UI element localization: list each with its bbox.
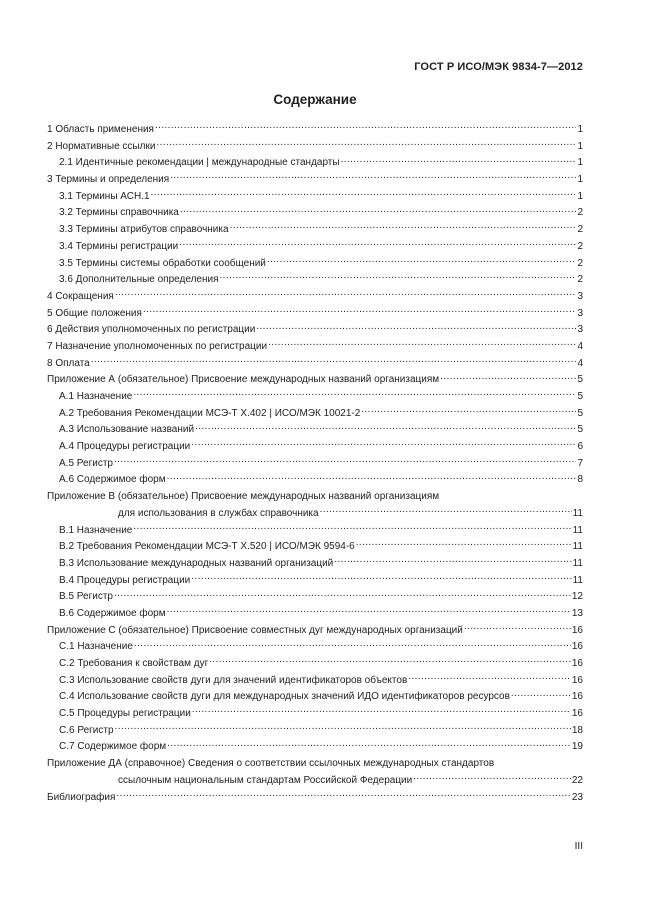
toc-entry-page: 6 xyxy=(577,441,583,453)
toc-leader-dots xyxy=(167,606,571,616)
toc-entry-text: С.4 Использование свойств дуги для международных значений ИДО идентификаторов ресурсов xyxy=(59,691,510,703)
toc-leader-dots xyxy=(341,155,577,165)
toc-entry-text: А.1 Назначение xyxy=(59,391,133,402)
toc-leader-dots xyxy=(115,289,577,299)
toc-entry[interactable] xyxy=(47,706,583,723)
toc-entry[interactable] xyxy=(47,139,583,156)
toc-leader-dots xyxy=(143,306,577,316)
toc-entry-page: 2 xyxy=(577,240,583,252)
toc-entry-page: 13 xyxy=(571,607,583,619)
toc-leader-dots xyxy=(155,122,576,132)
toc-entry-text: Приложение А (обязательное) Присвоение международных названий организациям xyxy=(47,374,440,386)
toc-entry-page: 11 xyxy=(572,574,583,586)
toc-entry-page: 12 xyxy=(571,591,583,603)
toc-leader-dots xyxy=(230,222,577,232)
toc-entry-page: 11 xyxy=(572,524,583,536)
toc-leader-dots xyxy=(133,389,576,399)
toc-main-section xyxy=(47,122,583,489)
toc-leader-dots xyxy=(511,689,571,699)
toc-leader-dots xyxy=(116,790,570,800)
toc-entry-text: С.6 Регистр xyxy=(59,724,114,736)
page-number: III xyxy=(574,841,583,852)
toc-leader-dots xyxy=(191,439,576,449)
toc-leader-dots xyxy=(114,456,576,466)
toc-entry[interactable] xyxy=(47,606,583,623)
toc-leader-dots xyxy=(192,706,571,716)
toc-entry-appendix-b[interactable] xyxy=(47,489,583,522)
toc-entry-text: В.6 Содержимое форм xyxy=(59,607,166,619)
toc-entry[interactable] xyxy=(47,523,583,540)
toc-entry-text: В.3 Использование международных названий организаций xyxy=(59,557,334,569)
toc-entry-page: 1 xyxy=(577,157,583,169)
toc-entry[interactable] xyxy=(47,372,583,389)
toc-entry-text: С.2 Требования к свойствам дуг xyxy=(59,658,209,669)
toc-entry[interactable] xyxy=(47,289,583,306)
document-header: ГОСТ Р ИСО/МЭК 9834-7—2012 xyxy=(414,61,583,73)
toc-entry-page: 2 xyxy=(577,257,583,269)
toc-entry-page: 3 xyxy=(577,290,583,302)
toc-entry-text: А.6 Содержимое форм xyxy=(59,474,166,486)
toc-entry-text: 3.2 Термины справочника xyxy=(59,207,179,219)
toc-entry-text: 1 Область применения xyxy=(47,124,154,135)
toc-entry-text: 3.4 Термины регистрации xyxy=(59,240,179,252)
toc-entry-page: 2 xyxy=(577,207,583,219)
toc-entry-appendix-c[interactable] xyxy=(47,623,583,640)
toc-leader-dots xyxy=(114,589,571,599)
toc-entry-page: 11 xyxy=(572,541,583,553)
toc-entry-text: Приложение ДА (справочное) Сведения о соответствии ссылочных международных стандартов xyxy=(47,758,495,770)
toc-leader-dots xyxy=(167,472,577,482)
toc-leader-dots xyxy=(151,189,577,199)
toc-entry[interactable] xyxy=(47,389,583,406)
toc-leader-dots xyxy=(408,673,571,683)
toc-entry-page: 5 xyxy=(577,391,583,402)
toc-entry[interactable] xyxy=(47,339,583,356)
toc-entry[interactable] xyxy=(47,239,583,256)
toc-entry-page: 3 xyxy=(577,324,583,336)
toc-entry-page: 7 xyxy=(577,457,583,469)
toc-entry-page: 16 xyxy=(571,624,583,636)
toc-entry-page: 11 xyxy=(572,507,583,519)
toc-entry[interactable] xyxy=(47,589,583,606)
toc-leader-dots xyxy=(134,639,571,649)
toc-entry-page: 5 xyxy=(577,407,583,419)
toc-entry[interactable] xyxy=(47,189,583,206)
toc-entry-page: 22 xyxy=(571,774,583,786)
toc-entry[interactable] xyxy=(47,406,583,423)
toc-entry-page: 5 xyxy=(577,424,583,436)
toc-entry-page: 1 xyxy=(577,124,583,135)
toc-entry-text: В.5 Регистр xyxy=(59,591,113,603)
toc-entry-text: 3.3 Термины атрибутов справочника xyxy=(59,224,229,236)
toc-leader-dots xyxy=(133,523,571,533)
toc-entry-text: В.1 Назначение xyxy=(59,524,133,536)
toc-leader-dots xyxy=(156,139,576,149)
toc-leader-dots xyxy=(361,406,576,416)
toc-entry-text: 3.1 Термины АСН.1 xyxy=(59,190,150,202)
toc-entry-page: 4 xyxy=(577,340,583,352)
toc-appendix-b-section xyxy=(47,523,583,623)
toc-entry-page: 16 xyxy=(571,658,583,669)
toc-entry-page: 4 xyxy=(577,357,583,369)
toc-entry-page: 3 xyxy=(577,307,583,319)
toc-entry-text: 7 Назначение уполномоченных по регистрации xyxy=(47,340,268,352)
toc-entry[interactable] xyxy=(47,322,583,339)
toc-entry[interactable] xyxy=(47,422,583,439)
toc-leader-dots xyxy=(179,239,576,249)
toc-entry-text: С.1 Назначение xyxy=(59,641,133,653)
toc-entry-text: 2.1 Идентичные рекомендации | международные стандарты xyxy=(59,157,340,169)
toc-entry[interactable] xyxy=(47,306,583,323)
toc-appendix-c-section xyxy=(47,639,583,756)
toc-entry[interactable] xyxy=(47,472,583,489)
toc-entry-text: С.5 Процедуры регистрации xyxy=(59,708,191,720)
toc-entry-text: С.7 Содержимое форм xyxy=(59,741,167,753)
toc-entry-page: 18 xyxy=(571,724,583,736)
toc-entry-text: ссылочным национальным стандартам Российской Федерации xyxy=(118,774,413,786)
toc-entry-text: Приложение С (обязательное) Присвоение совместных дуг международных организаций xyxy=(47,624,463,636)
toc-entry[interactable] xyxy=(47,689,583,706)
toc-entry-continuation xyxy=(47,773,583,790)
toc-entry-page: 1 xyxy=(577,190,583,202)
toc-entry-text: В.4 Процедуры регистрации xyxy=(59,574,191,586)
toc-entry-text: Библиография xyxy=(47,791,116,803)
toc-entry-appendix-da[interactable] xyxy=(47,756,583,789)
toc-entry-text: А.4 Процедуры регистрации xyxy=(59,441,191,453)
toc-leader-dots xyxy=(268,339,576,349)
toc-entry-text: А.5 Регистр xyxy=(59,457,113,469)
toc-entry-text: 8 Оплата xyxy=(47,357,90,369)
toc-entry-page: 2 xyxy=(577,274,583,286)
toc-entry-page: 23 xyxy=(571,791,583,803)
toc-entry-text: 6 Действия уполномоченных по регистрации xyxy=(47,324,256,336)
toc-leader-dots xyxy=(256,322,576,332)
toc-entry-text: для использования в службах справочника xyxy=(118,507,319,519)
toc-entry-text: 4 Сокращения xyxy=(47,290,114,302)
toc-entry-continuation xyxy=(47,506,583,523)
toc-entry[interactable] xyxy=(47,272,583,289)
toc-entry-text: 3.5 Термины системы обработки сообщений xyxy=(59,257,266,269)
toc-entry[interactable] xyxy=(47,256,583,273)
toc-entry-text: А.3 Использование названий xyxy=(59,424,195,436)
page-title: Содержание xyxy=(273,92,357,107)
toc-leader-dots xyxy=(320,506,572,516)
toc-leader-dots xyxy=(267,256,577,266)
toc-entry[interactable] xyxy=(47,573,583,590)
toc-leader-dots xyxy=(219,272,576,282)
toc-leader-dots xyxy=(209,656,571,666)
toc-leader-dots xyxy=(440,372,576,382)
toc-entry-page: 11 xyxy=(572,557,583,569)
toc-entry[interactable] xyxy=(47,122,583,139)
toc-entry[interactable] xyxy=(47,639,583,656)
toc-leader-dots xyxy=(191,573,571,583)
toc-entry-page: 1 xyxy=(577,174,583,186)
toc-entry[interactable] xyxy=(47,656,583,673)
toc-entry-page: 1 xyxy=(577,140,583,152)
toc-leader-dots xyxy=(195,422,576,432)
toc-entry[interactable] xyxy=(47,205,583,222)
toc-leader-dots xyxy=(413,773,571,783)
toc-leader-dots xyxy=(91,356,577,366)
toc-entry-page: 16 xyxy=(571,691,583,703)
toc-entry-page: 16 xyxy=(571,641,583,653)
toc-entry-text: 2 Нормативные ссылки xyxy=(47,140,156,152)
toc-entry-page: 16 xyxy=(571,674,583,686)
toc-entry-text: Приложение В (обязательное) Присвоение международных названий организациям xyxy=(47,491,440,503)
toc-entry-page: 16 xyxy=(571,708,583,720)
toc-entry-text: А.2 Требования Рекомендации МСЭ-Т Х.402 | ИСО/МЭК 10021-2 xyxy=(59,407,361,419)
toc-leader-dots xyxy=(334,556,571,566)
toc-entry[interactable] xyxy=(47,439,583,456)
toc-leader-dots xyxy=(167,739,571,749)
toc-entry[interactable] xyxy=(47,222,583,239)
toc-entry-page: 2 xyxy=(577,224,583,236)
toc-entry-text: С.3 Использование свойств дуги для значений идентификаторов объектов xyxy=(59,674,408,686)
toc-entry-text: 5 Общие положения xyxy=(47,307,142,319)
toc-entry[interactable] xyxy=(47,739,583,756)
toc-leader-dots xyxy=(356,539,572,549)
toc-leader-dots xyxy=(170,172,576,182)
toc-entry[interactable] xyxy=(47,673,583,690)
toc-entry-bibliography[interactable] xyxy=(47,790,583,807)
toc-entry-page: 5 xyxy=(577,374,583,386)
toc-entry[interactable] xyxy=(47,456,583,473)
toc-entry-text: 3 Термины и определения xyxy=(47,174,170,186)
toc-entry[interactable] xyxy=(47,539,583,556)
toc-entry-text: В.2 Требования Рекомендации МСЭ-Т Х.520 | ИСО/МЭК 9594-6 xyxy=(59,541,355,553)
table-of-contents xyxy=(47,122,583,806)
toc-entry-page: 8 xyxy=(577,474,583,486)
toc-entry[interactable] xyxy=(47,723,583,740)
toc-entry[interactable] xyxy=(47,356,583,373)
toc-entry[interactable] xyxy=(47,155,583,172)
toc-entry[interactable] xyxy=(47,172,583,189)
toc-leader-dots xyxy=(464,623,571,633)
toc-entry-text: 3.6 Дополнительные определения xyxy=(59,274,219,286)
toc-leader-dots xyxy=(115,723,571,733)
toc-entry-page: 19 xyxy=(571,741,583,753)
toc-leader-dots xyxy=(180,205,577,215)
toc-entry[interactable] xyxy=(47,556,583,573)
